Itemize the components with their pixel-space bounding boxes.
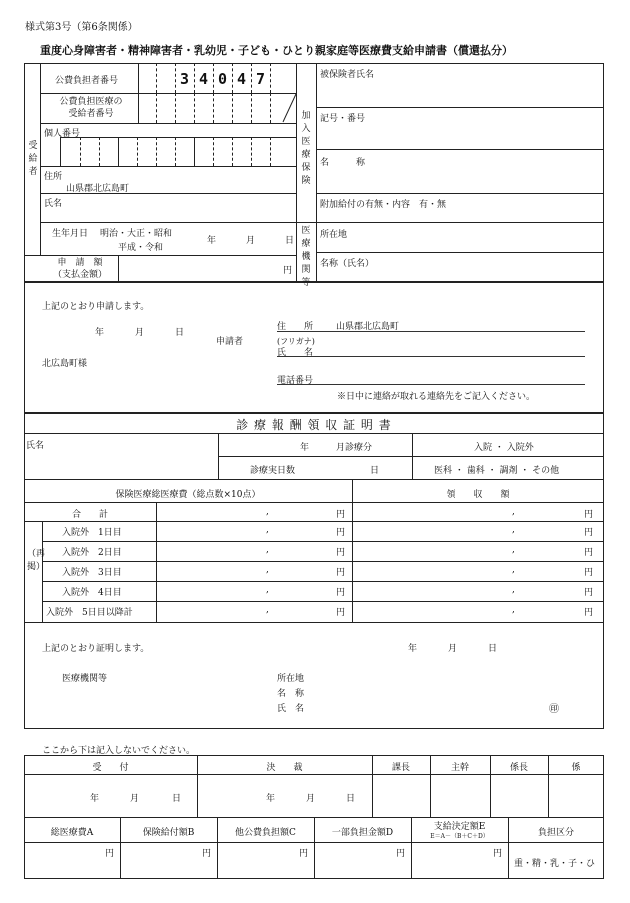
row-cost-yen-1: 円 (336, 528, 346, 538)
application-month: 月 (135, 328, 145, 338)
applicant-name-label: 氏 名 (277, 348, 314, 358)
birth-day: 日 (285, 236, 295, 246)
row-received-comma-1: , (512, 525, 515, 535)
receipt-name-label: 氏名 (26, 441, 45, 451)
chief-header: 係長 (509, 763, 528, 773)
certification-day: 日 (488, 644, 498, 654)
row-received-yen-5: 円 (584, 608, 594, 618)
row-cost-comma-3: , (266, 565, 269, 575)
name-label: 氏名 (44, 199, 63, 209)
institution-side-text: 医療機関等 (301, 226, 311, 288)
recipient-side-text: 受給者 (28, 141, 38, 177)
insurance-side-text: 加入医療保険 (301, 111, 311, 186)
total-cost-yen: 円 (336, 510, 346, 520)
decision-year: 年 (266, 794, 276, 804)
institution-label: 医療機関等 (62, 674, 108, 684)
col-decided-amount: 支給決定額E (433, 822, 486, 832)
recipient-number-input[interactable] (200, 98, 218, 114)
insured-name-label: 被保険者氏名 (320, 70, 375, 80)
row-cost-comma-1: , (266, 525, 269, 535)
total-received-yen: 円 (584, 510, 594, 520)
section-chief-header: 課長 (391, 763, 410, 773)
row-label-4: 入院外 4日目 (62, 588, 122, 598)
col-decided-formula: E＝A－（B＋C＋D） (430, 833, 489, 840)
applicant-address-value: 山県郡北広島町 (336, 322, 400, 332)
department-options: 医科 ・ 歯科 ・ 調剤 ・ その他 (434, 466, 560, 476)
certification-declaration: 上記のとおり証明します。 (42, 644, 150, 654)
amount-yen: 円 (283, 266, 293, 276)
birth-year: 年 (207, 236, 217, 246)
recipient-number-label (48, 96, 134, 120)
decision-day: 日 (346, 794, 356, 804)
extra-benefit-label: 附加給付の有無・内容 有・無 (320, 200, 447, 210)
decision-header: 決 裁 (266, 763, 303, 773)
row-label-5: 入院外 5日目以降計 (46, 608, 133, 618)
row-received-comma-3: , (512, 565, 515, 575)
birth-month: 月 (246, 236, 256, 246)
phone-note: ※日中に連絡が取れる連絡先をご記入ください。 (337, 392, 536, 402)
row-received-yen-4: 円 (584, 588, 594, 598)
institution-name-label: 名称（氏名） (320, 259, 375, 269)
amount-label-1: 申 請 額 (57, 258, 103, 268)
row-received-comma-2: , (512, 545, 515, 555)
relisted-side-text: （再掲） (27, 549, 46, 572)
received-month: 月 (130, 794, 140, 804)
row-cost-comma-4: , (266, 585, 269, 595)
row-received-comma-5: , (512, 605, 515, 615)
recipient-number-label-1: 公費負担医療の (59, 97, 123, 107)
payer-digit-1: 3 (180, 70, 190, 88)
recipient-side-label (27, 140, 39, 179)
applicant-address-label: 住 所 (277, 322, 314, 332)
received-header: 受 付 (92, 763, 129, 773)
office-note: ここから下は記入しないでください。 (42, 746, 196, 756)
form-title: 重度心身障害者・精神障害者・乳幼児・子ども・ひとり親家庭等医療費支給申請書（償還払分） (40, 44, 513, 57)
staff-header: 係 (571, 763, 581, 773)
row-label-2: 入院外 2日目 (62, 548, 122, 558)
payer-digit-2: 4 (199, 70, 209, 88)
certification-month: 月 (448, 644, 458, 654)
yen-e: 円 (493, 849, 503, 859)
name-input[interactable] (120, 198, 290, 218)
seal-mark: ㊞ (549, 704, 559, 715)
era-line-2: 平成・令和 (118, 243, 164, 253)
address-value: 山県郡北広島町 (66, 184, 130, 194)
total-cost-header: 保険医療総医療費（総点数×10点） (115, 490, 261, 500)
era-line-1: 明治・大正・昭和 (100, 229, 173, 239)
symbol-number-label: 記号・番号 (320, 114, 366, 124)
application-day: 日 (175, 328, 185, 338)
cert-name-label: 名 称 (277, 689, 305, 699)
total-cost-comma: , (266, 507, 269, 517)
institution-location-label: 所在地 (320, 230, 348, 240)
amount-label-2: （支払金額） (52, 270, 107, 280)
row-cost-yen-3: 円 (336, 568, 346, 578)
insurer-name-label: 名 称 (320, 158, 366, 168)
payer-digit-5: 7 (256, 70, 266, 88)
row-received-yen-2: 円 (584, 548, 594, 558)
institution-side-label (300, 225, 312, 290)
total-received-comma: , (512, 507, 515, 517)
application-year: 年 (95, 328, 105, 338)
burden-options: 重・精・乳・子・ひ (514, 859, 596, 869)
decision-month: 月 (306, 794, 316, 804)
row-cost-yen-4: 円 (336, 588, 346, 598)
row-cost-yen-2: 円 (336, 548, 346, 558)
total-label: 合 計 (71, 510, 108, 520)
addressee: 北広島町様 (42, 359, 88, 369)
birth-label: 生年月日 (52, 229, 89, 239)
row-label-3: 入院外 3日目 (62, 568, 122, 578)
furigana-label: (フリガナ) (277, 337, 315, 346)
treatment-days-label: 診療実日数 (250, 466, 296, 476)
col-total-cost: 総医療費A (50, 828, 94, 838)
cert-location-label: 所在地 (277, 674, 305, 684)
phone-label: 電話番号 (277, 376, 314, 386)
payer-digit-4: 4 (237, 70, 247, 88)
row-cost-comma-5: , (266, 605, 269, 615)
col-insurance-benefit: 保険給付額B (142, 828, 195, 838)
supervisor-header: 主幹 (450, 763, 469, 773)
yen-c: 円 (299, 849, 309, 859)
row-received-comma-4: , (512, 585, 515, 595)
form-number: 様式第3号（第6条関係） (25, 22, 138, 33)
personal-number-label: 個人番号 (44, 129, 81, 139)
yen-d: 円 (396, 849, 406, 859)
received-amount-header: 領 収 額 (446, 490, 510, 500)
recipient-number-label-2: 受給者番号 (68, 109, 114, 119)
address-label: 住所 (44, 172, 63, 182)
row-label-1: 入院外 1日目 (62, 528, 122, 538)
certification-year: 年 (408, 644, 418, 654)
col-copay: 一部負担金額D (331, 828, 394, 838)
payer-number-label: 公費負担者番号 (55, 76, 119, 86)
inpatient-outpatient: 入院 ・ 入院外 (474, 443, 534, 453)
payer-digit-3: 0 (218, 70, 228, 88)
row-received-yen-3: 円 (584, 568, 594, 578)
insurance-side-label (300, 110, 312, 188)
received-year: 年 (90, 794, 100, 804)
row-cost-comma-2: , (266, 545, 269, 555)
applicant-label: 申請者 (216, 337, 244, 347)
yen-b: 円 (202, 849, 212, 859)
amount-label (44, 257, 116, 281)
receipt-title: 診 療 報 酬 領 収 証 明 書 (236, 418, 392, 432)
application-declaration: 上記のとおり申請します。 (42, 302, 150, 312)
col-burden-category: 負担区分 (537, 828, 574, 838)
col-other-public: 他公費負担額C (235, 828, 296, 838)
row-cost-yen-5: 円 (336, 608, 346, 618)
yen-a: 円 (105, 849, 115, 859)
treatment-days-unit: 日 (370, 466, 380, 476)
slash-decor (282, 93, 298, 123)
received-day: 日 (172, 794, 182, 804)
treatment-month: 年 月診療分 (300, 443, 373, 453)
cert-person-label: 氏 名 (277, 704, 305, 714)
row-received-yen-1: 円 (584, 528, 594, 538)
relisted-side-label (27, 548, 46, 574)
